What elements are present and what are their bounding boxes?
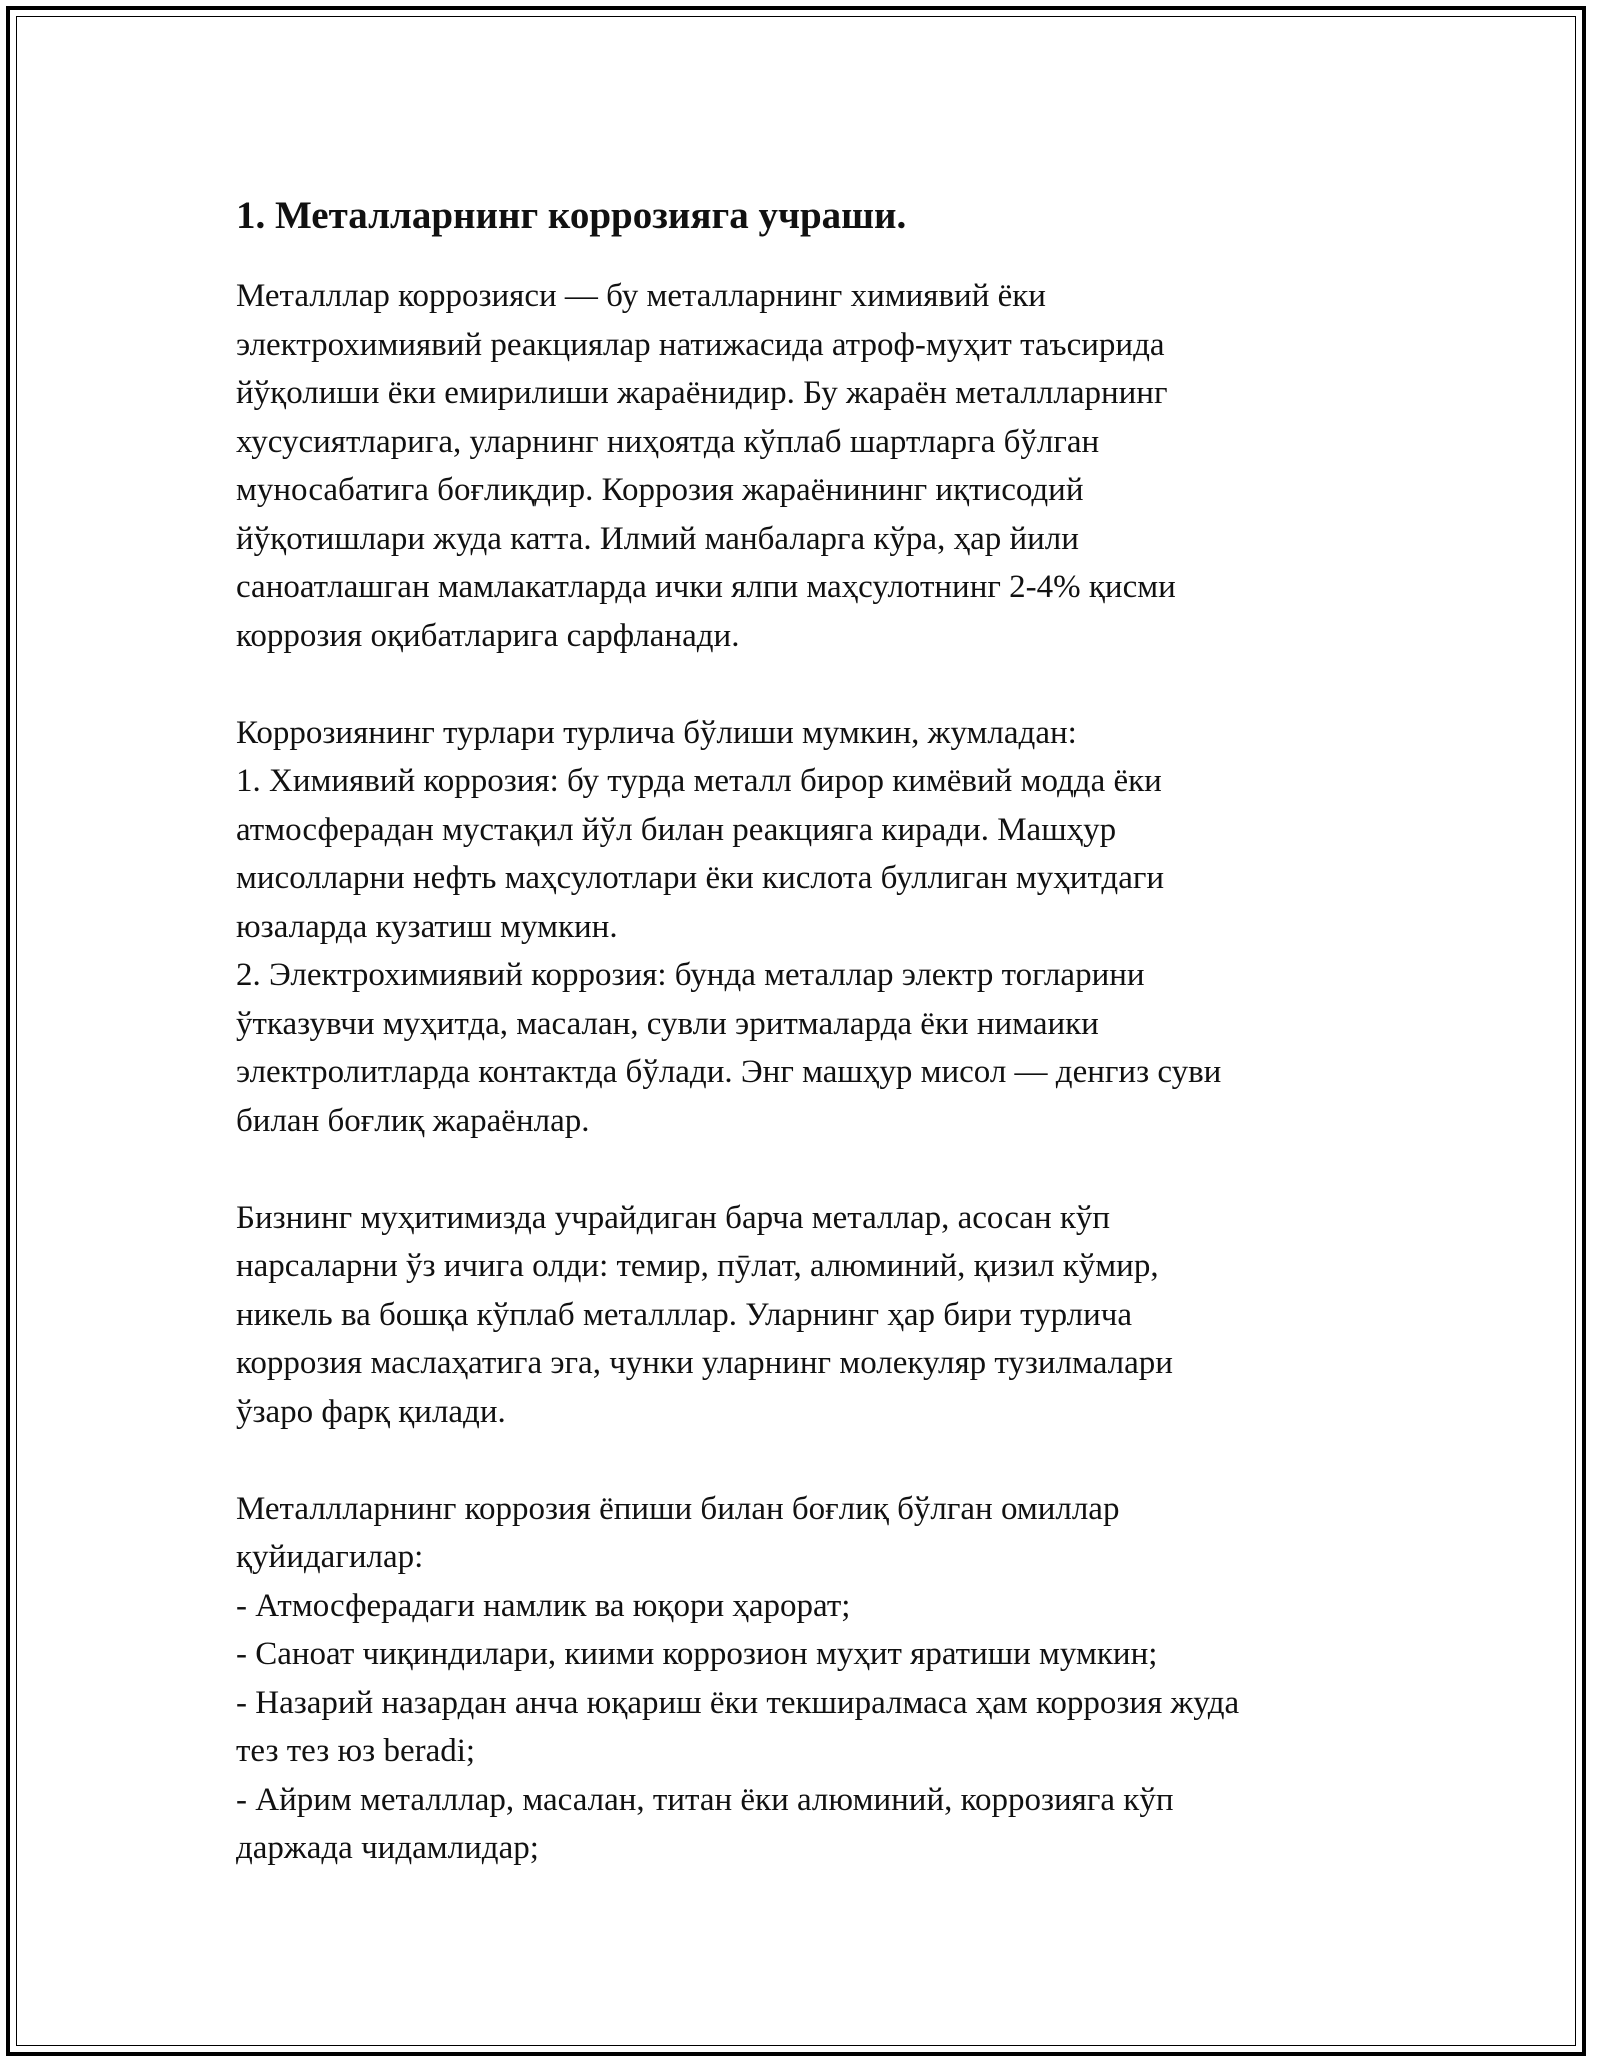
text-line: ўзаро фарқ қилади. (236, 1393, 506, 1430)
paragraph-corrosion-types (236, 709, 1366, 1146)
paragraph-spacer (236, 660, 1366, 709)
text-line: йўқолиши ёки емирилиши жараёнидир. Бу жараён металлларнинг (236, 375, 1168, 411)
text-line: йўқотишлари жуда катта. Илмий манбаларга кўра, ҳар йили (236, 520, 1079, 557)
text-line: Металллар коррозияси — бу металларнинг химиявий ёки (236, 278, 1046, 314)
text-line: Коррозиянинг турлари турлича бўлиши мумкин, жумладан: (236, 714, 1077, 751)
list-item: - Атмосферадаги намлик ва юқори ҳарорат; (236, 1587, 851, 1624)
text-line: хусусиятларига, уларнинг ниҳоятда кўплаб шартларга бўлган (236, 423, 1100, 460)
text-line: электролитларда контактда бўлади. Энг машҳур мисол — денгиз суви (236, 1054, 1222, 1090)
document-title: 1. Металларнинг коррозияга учраши. (236, 194, 907, 237)
text-line: 1. Химиявий коррозия: бу турда металл бирор кимёвий модда ёки (236, 763, 1162, 799)
text-line: муносабатига боғлиқдир. Коррозия жараёнининг иқтисодий (236, 472, 1084, 508)
text-line: электрохимиявий реакциялар натижасида атроф-муҳит таъсирида (236, 326, 1165, 363)
document-body (236, 188, 1366, 1873)
text-line: коррозия оқибатларига сарфланади. (236, 617, 740, 654)
text-line: тез тез юз beradi; (236, 1733, 476, 1769)
text-line: даржада чидамлидар; (236, 1830, 539, 1866)
text-line: юзаларда кузатиш мумкин. (236, 908, 618, 945)
paragraph-factors (236, 1485, 1366, 1873)
text-line: нарсаларни ўз ичига олди: темир, пӯлат, алюминий, қизил кўмир, (236, 1248, 1159, 1284)
list-item: - Айрим металллар, масалан, титан ёки алюминий, коррозияга кўп (236, 1781, 1174, 1818)
list-item: - Саноат чиқиндилари, киими коррозион муҳит яратиши мумкин; (236, 1636, 1158, 1672)
text-line: билан боғлиқ жараёнлар. (236, 1102, 590, 1139)
paragraph-spacer (236, 1436, 1366, 1485)
paragraph-intro (236, 272, 1366, 660)
text-line: коррозия маслаҳатига эга, чунки уларнинг молекуляр тузилмалари (236, 1345, 1173, 1381)
text-line: никель ва бошқа кўплаб металллар. Уларнинг ҳар бири турлича (236, 1296, 1133, 1333)
text-line: қуйидагилар: (236, 1539, 424, 1575)
list-item: - Назарий назардан анча юқариш ёки текширалмаса ҳам коррозия жуда (236, 1684, 1240, 1721)
text-line: 2. Электрохимиявий коррозия: бунда металлар электр тогларини (236, 957, 1145, 993)
text-line: саноатлашган мамлакатларда ички ялпи маҳсулотнинг 2-4% қисми (236, 569, 1176, 605)
paragraph-spacer (236, 1145, 1366, 1194)
text-line: Бизнинг муҳитимизда учрайдиган барча металлар, асосан кўп (236, 1199, 1111, 1236)
text-line: мисолларни нефть маҳсулотлари ёки кислота буллиган муҳитдаги (236, 860, 1165, 896)
text-line: Металлларнинг коррозия ёпиши билан боғлиқ бўлган омиллар (236, 1490, 1120, 1527)
text-line: ўтказувчи муҳитда, масалан, сувли эритмаларда ёки нимаики (236, 1005, 1099, 1042)
text-line: атмосферадан мустақил йўл билан реакцияга киради. Машҳур (236, 811, 1117, 848)
paragraph-metals (236, 1194, 1366, 1437)
